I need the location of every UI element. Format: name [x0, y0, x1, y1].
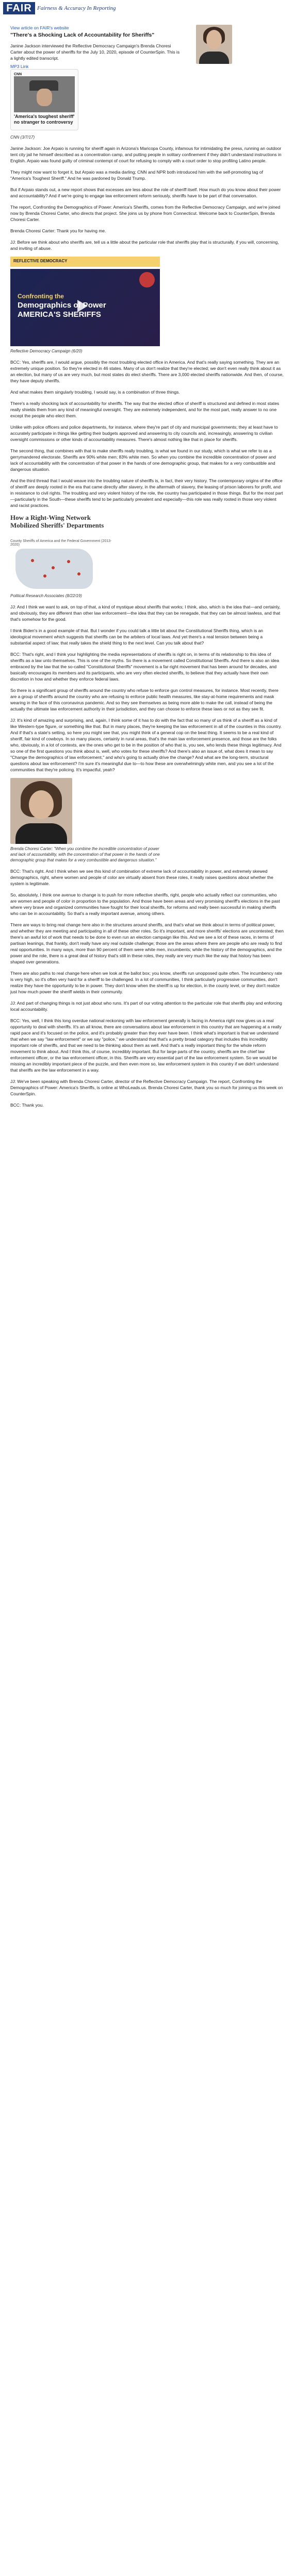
- paragraph: JJ: It's kind of amazing and surprising, and, again, I think some of it has to do with the fact that so many of us think of a sheriff as a kind of like Western-type figure, or something like that. But in many places, they're keeping the law enforcement in all of the counties in this country. And if that's a state's setting, so here you might see that, you might think of a general cop on the beat thing. It seems to be a real kind of sheriff, fair kind of cowboys. In so many places, certainly in rural areas, that's the main law enforcement presence, and those are the folks who, obviously, in a lot of contexts, are the ones who get to be in the position of who that is, you see, who lends these things legitimacy. And so one of the first questions you think about is, well, who votes for these sheriffs? And there's also an issue of, what does it mean to say "Change the demographics of law enforcement," and who's going to actually drive the change? And what are the long-term, structural questions about law enforcement? I'm sure it's meaningful due to—to how these are overwhelmingly white men, and you see a lot of the communities that they're policing. It's impactful, yeah?: [10, 718, 282, 772]
- paragraph: There are ways to bring real change here also in the structures around sheriffs, and that's what we think about in terms of political power, and whether they are meeting and participating in all of these other roles. So it's important, and more sheriffs' elections are uncontested; then there's an awful lot of work that needs to be done to even run an election campaign like this. And we see a lot of these races, in terms of partisan leanings, that frankly, don't really have any real outside challenge; those are the areas where there are people who are ready to find real opportunities. In many ways, more than 90 percent of them were white men, incumbents; while the history of the demographics, and the power and the role, there is a great deal of history that's still in these roles, they really are very much like the way that history has been shaped over generations.: [10, 922, 284, 964]
- paragraph: JJ: Before we think about who sheriffs are, tell us a little about the particular role that sheriffs play that is structurally, if you will, concerning, and inviting of abuse.: [10, 240, 279, 251]
- paragraph: The second thing, that combines with that to make sheriffs really troubling, is what we found in our study, which is what we refer to as a gerrymandered electorate. Sheriffs are 90% white men; 83% white men. So when you combine the incredible concentration of power and lack of accountability with the concentration of that power in the hands of one demographic group, that makes for a very combustible and dangerous situation.: [10, 448, 276, 472]
- article-title: "There's a Shocking Lack of Accountability for Sheriffs": [10, 32, 155, 38]
- pra-subtitle: County Sheriffs of America and the Federal Government (2013-2020): [10, 539, 112, 547]
- portrait-photo: [196, 25, 232, 64]
- brenda-carter-photo: [10, 778, 72, 844]
- video-line-3: AMERICA'S SHERIFFS: [18, 310, 101, 319]
- pra-credit: Political Research Associates (8/22/19): [10, 594, 82, 598]
- paragraph: BCC: That's right, and I think your highlighting the media representations of sheriffs is right on, in terms of its relationship to this idea of sheriffs as a law unto themselves. This is one of the myths. So there is a movement called Constitutional Sheriffs. And there is also an idea embraced by the law that the so-called "Constitutional Sheriffs" movement is a far-right movement that has been around for decades, and basically encourages its members and its participants, who are very often elected sheriffs, to believe that they actually have their own discretion in how and whether they enforce federal laws.: [10, 652, 280, 682]
- header: [0, 0, 294, 18]
- paragraph: And what makes them singularly troubling, I would say, is a combination of three things.: [10, 389, 180, 395]
- paragraph: So there is a significant group of sheriffs around the country who refuse to enforce gun control measures, for instance. Most recently, there are a group of sheriffs around the country who are refusing to enforce public health measures, like stay-at-home requirements and mask wearing in the face of this coronavirus pandemic. And so they see themselves as being more able to make the call, instead of being the actually the ultimate law enforcement authority in their jurisdiction, and they can choose to enforce these laws or not as they see fit.: [10, 688, 279, 711]
- paragraph: So, absolutely, I think one avenue to change is to push for more reflective sheriffs, right, people who actually reflect our communities, who are women and people of color in proportion to the population. And those have been areas and very promising sheriff's elections in the past where very brave and organized communities have fought for their local sheriffs, for reforms and really been successful in making sheriffs who can be in accountability. So that's a really important avenue, among others.: [10, 892, 280, 916]
- video-credit: Reflective Democracy Campaign (6/20): [10, 349, 83, 353]
- report-brand-banner: REFLECTIVE DEMOCRACY: [10, 257, 160, 267]
- tweet-headline: 'America's toughest sheriff' no stranger to controversy: [14, 114, 75, 125]
- paragraph: They might now want to forget it, but Arpaio was a media darling; CNN and NPR both introduced him with the self-promoting tag of "America's Toughest Sheriff." And he was pardoned by Donald Trump.: [10, 170, 263, 181]
- pra-title: How a Right-Wing Network Mobilized Sheriffs' Departments: [10, 514, 104, 529]
- paragraph: Unlike with police officers and police departments, for instance, where they're part of city and municipal governments; they at least have to accurately participate in things like getting their budgets approved and answering to city councils and, increasingly, answering to civilian oversight commissions or other kinds of accountability measures. There's almost nothing like that in place for sheriffs.: [10, 425, 278, 442]
- report-video[interactable]: [10, 269, 160, 346]
- view-online-link[interactable]: View article on FAIR's website: [10, 25, 69, 30]
- us-map-graphic: [15, 549, 93, 589]
- paragraph: But if Arpaio stands out, a new report shows that excesses are less about the role of sheriff itself. How much do you know about their power and accountability? And if we're going to engage law enforcement reform seriously, sheriffs have to be part of that conversation.: [10, 187, 281, 198]
- paragraph: BCC: That's right. And I think when we see this kind of combination of extreme lack of accountability in power, and extremely skewed demographics, right, where women and people of color are virtually absent from these roles, it really raises questions about whether the system is legitimate.: [10, 869, 273, 886]
- paragraph: BCC: Thank you.: [10, 1103, 44, 1108]
- paragraph: The report, Confronting the Demographics of Power: America's Sheriffs, comes from the Reflective Democracy Campaign, and we're joined now by Brenda Choresi Carter, who directs that project. She joins us by phone from Connecticut. Welcome back to CounterSpin, Brenda Choresi Carter.: [10, 205, 281, 222]
- paragraph: BCC: Yes, well, I think this long overdue national reckoning with law enforcement generally is facing in America right now gives us a real opportunity to deal with sheriffs. It's an all know, there are conversations about law enforcement in this country that are happening at a really rapid pace and it's focused on the police, and it's probably greater than they ever have been. I think what's important is that we understand that when we say "law enforcement" or we say "police," we understand that that's a pretty broad category that includes this incredibly important role of sheriffs, and that we need to be thinking about them as well. And that's a really important thing for the whole reform movement to think about. And I think this, of course, incredibly important. But for large parts of the country, sheriffs are the chief law enforcement officer, or the law enforcement officer, in this. Sheriffs are very essential part of the law enforcement system. So we would be missing an incredibly important piece of the puzzle, and then even more so, law enforcement system in this country if we didn't understand that sheriffs are the law enforcement in a way.: [10, 1018, 282, 1073]
- pra-report-image[interactable]: [10, 514, 119, 591]
- cnn-tweet-card[interactable]: [10, 69, 78, 130]
- paragraph: JJ: And part of changing things is not just about who runs. It's part of our voting attention to the particular role that sheriffs play and enforcing local accountability.: [10, 1001, 282, 1012]
- intro-block: [10, 25, 284, 69]
- paragraph: JJ: And I think we want to ask, on top of that, a kind of mystique about sheriffs that works; I think, also, which is the idea that—and certainly, and obviously, they are different than other law enforcement—the idea that they can be renegade, that they can be almost lawless, and that that's somehow for the good.: [10, 604, 281, 622]
- video-line-1: Confronting the: [18, 293, 64, 300]
- mp3-link[interactable]: MP3 Link: [10, 64, 29, 69]
- paragraph: Brenda Choresi Carter: Thank you for having me.: [10, 228, 106, 233]
- badge-icon: [139, 272, 155, 287]
- paragraph: BCC: Yes, sheriffs are, I would argue, possibly the most troubling elected office in America. And that's really saying something. They are an extremely unique position. So they're elected in 46 states. Many of us don't realize that they're elected; we don't even really think about it as an election, but many of us are very much, but most states do elect sheriffs. There are 3,000 elected sheriffs nationwide. And then, of course, they have deputy sheriffs.: [10, 360, 284, 383]
- tweet-source: CNN: [14, 73, 22, 76]
- paragraph: There's a really shocking lack of accountability for sheriffs. The way that the elected office of sheriff is structured and defined in most states really shields them from any kind of meaningful oversight. They are extremely independent, and for the most part, really answer to no one except the people who elect them.: [10, 401, 280, 418]
- pull-quote-caption: Brenda Choresi Carter: "When you combine the incredible concentration of power and lack of accountability, with the concentration of that power in the hands of one demographic group that makes for a very combustible and dangerous situation.": [10, 846, 160, 862]
- intro-text: Janine Jackson interviewed the Reflective Democracy Campaign's Brenda Choresi Carter about the power of sheriffs for the July 10, 2020, episode of CounterSpin. This is a lightly edited transcript.: [10, 43, 180, 61]
- paragraph: There are also paths to real change here when we look at the ballot box; you know, sheriffs run unopposed quite often. The incumbency rate is very high, so it's often very hard for a sheriff to be challenged. In a lot of communities, I think particularly progressive communities, don't realize they have the opportunity to be in power. They don't know when the sheriff is up for election, in the county level, or they don't realize just how much power the sheriff wields in their community.: [10, 971, 283, 994]
- paragraph: Janine Jackson: Joe Arpaio is running for sheriff again in Arizona's Maricopa County, infamous for intimidating the press, running an outdoor tent city jail he himself described as a concentration camp, and putting people in solitary confinement if they didn't understand instructions in English. Arpaio was found guilty of criminal contempt of court for refusing to comply with a court order to stop profiling Latino people.: [10, 146, 282, 163]
- tweet-credit: CNN (3/7/17): [10, 135, 35, 140]
- video-line-2: Demographics of Power: [18, 301, 106, 310]
- paragraph: I think Biden's in a good example of that. But I wonder if you could talk a little bit about the Constitutional Sheriffs thing, which is an ideological movement which suggests that sheriffs can be the arbiters of local laws. And yet there's a real tension between being a substantial aspect of law; that really takes the shield thing to the next level. Can you talk about that?: [10, 628, 264, 646]
- play-icon[interactable]: [77, 300, 88, 312]
- fair-logo[interactable]: FAIR: [3, 2, 35, 14]
- tagline: Fairness & Accuracy In Reporting: [37, 5, 116, 11]
- paragraph: JJ: We've been speaking with Brenda Choresi Carter, director of the Reflective Democracy Campaign. The report, Confronting the Demographics of Power: America's Sheriffs, is online at WhoLeads.us. Brenda Choresi Carter, thank you so much for joining us this week on CounterSpin.: [10, 1079, 283, 1096]
- article: [10, 25, 284, 1113]
- paragraph: And the third thread that I would weave into the troubling nature of sheriffs is, in fact, their very history. The contemporary origins of the office of sheriff are deeply rooted in the era that came directly after slavery, in the aftermath of slavery, the leasing of prison laborers for profit, and in resistance to civil rights. The troubling and very violent history of the role, the country has participated in those things. But for the most part—particularly in the South—these sheriffs tend to be particularly prevalent and especially—this role was really rooted in those very violent and racist practices.: [10, 478, 283, 508]
- arpaio-photo: [14, 76, 75, 112]
